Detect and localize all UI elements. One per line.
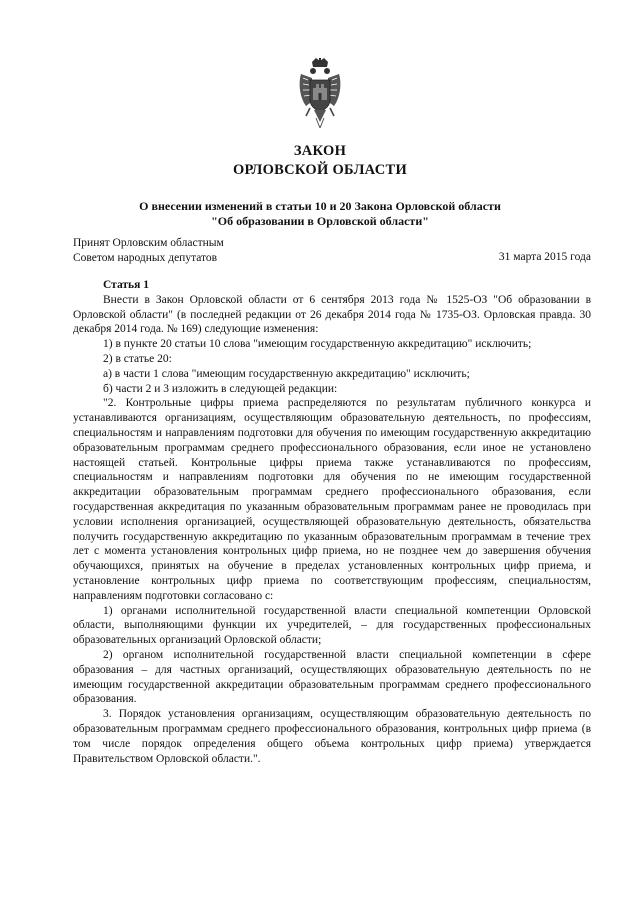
law-title: ЗАКОН	[293, 143, 347, 159]
paragraph-item-2a: а) в части 1 слова "имеющим государственную аккредитацию" исключить;	[103, 367, 470, 380]
adoption-date: 31 марта 2015 года	[498, 251, 591, 263]
adoption-line1: Принят Орловским областным	[73, 237, 224, 249]
paragraph-part-2: "2. Контрольные цифры приема распределяются по результатам публичного конкурса и устанавливаются организациям, осуществляющим образовательную деятельность, по профессиям, специальностям и направлениям подготовки для обучения по имеющим государственную аккредитацию образовательным программам среднего профессионального образования, если иное не установлено настоящей статьей. Контрольные цифры приема также устанавливаются по профессиям, специальностям и направлениям подготовки для обучения по не имеющим государственной аккредитации образовательным программам среднего профессионального образования, если государственная аккредитация по указанным образовательным программам ранее не проводилась при условии исполнения организацией, осуществляющей образовательную деятельность, обязательства получить государственную аккредитацию по указанным образовательным программам в течение трех лет с момента установления контрольных цифр приема, но не позднее чем до завершения обучения обучающихся, принятых на обучение в пределах установленных контрольных цифр приема, и установление контрольных цифр приема по соответствующим профессиям, специальностям, направлениям подготовки согласовано с:	[73, 397, 591, 602]
law-subtitle-line1: О внесении изменений в статьи 10 и 20 Закона Орловской области	[139, 199, 501, 213]
paragraph-item-1: 1) в пункте 20 статьи 10 слова "имеющим государственную аккредитацию" исключить;	[103, 338, 532, 351]
paragraph-item-2b: б) части 2 и 3 изложить в следующей редакции:	[103, 382, 338, 395]
paragraph-intro: Внести в Закон Орловской области от 6 сентября 2013 года № 1525-ОЗ "Об образовании в Орловской области" (в последней редакции от 26 декабря 2014 года № 1735-ОЗ. Орловская правда. 30 декабря 2014 года. № 169) следующие изменения:	[73, 293, 591, 336]
adoption-block	[73, 236, 224, 266]
paragraph-subitem-2: 2) органом исполнительной государственной власти специальной компетенции в сфере образования – для частных организаций, осуществляющих образовательную деятельность по не имеющим государственной аккредитации образовательным программам среднего профессионального образования.	[73, 648, 591, 706]
region-title: ОРЛОВСКОЙ ОБЛАСТИ	[232, 162, 408, 178]
article-heading: Статья 1	[103, 279, 149, 291]
law-subtitle-line2: "Об образовании в Орловской области"	[211, 214, 429, 228]
paragraph-part-3: 3. Порядок установления организациям, осуществляющим образовательную деятельность по образовательным программам среднего профессионального образования, контрольных цифр приема (в том числе порядок определения общего объема контрольных цифр приема) утверждается Правительством Орловской области.".	[73, 708, 591, 765]
paragraph-item-2: 2) в статье 20:	[103, 352, 172, 365]
coat-of-arms-icon	[298, 58, 342, 128]
adoption-line2: Советом народных депутатов	[73, 252, 218, 264]
paragraph-subitem-1: 1) органами исполнительной государственной власти специальной компетенции Орловской области, выполняющими функции их учредителей, – для государственных профессиональных образовательных организаций Орловской области;	[73, 604, 591, 647]
article-body	[73, 278, 591, 766]
